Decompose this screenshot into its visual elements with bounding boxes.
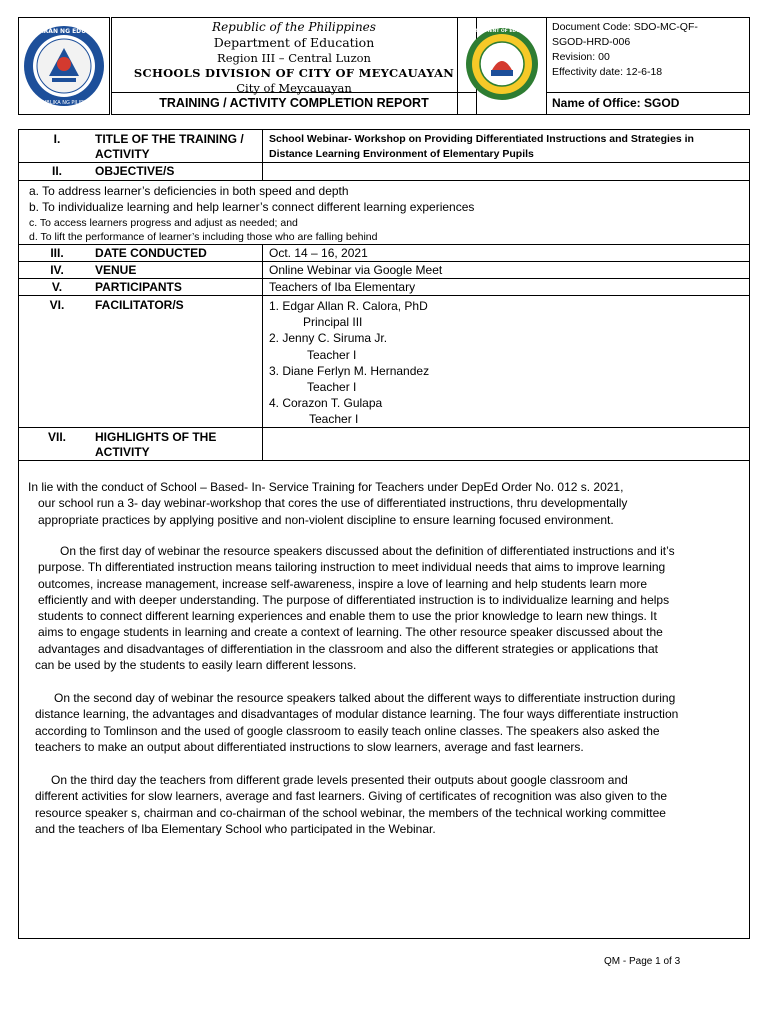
paragraph-line: In lie with the conduct of School – Based- In- Service Training for Teachers under DepEd Order No. 012 s. 2021, [28, 480, 624, 494]
column-divider [262, 130, 263, 163]
deped-seal-icon [19, 18, 109, 114]
paragraph-line: advantages and disadvantages of differentiation in the classroom and also the different strategies or applications that [38, 641, 658, 656]
facilitators-list [269, 298, 429, 428]
facilitator-role: Teacher I [307, 380, 357, 395]
title-value-line1: School Webinar- Workshop on Providing Differentiated Instructions and Strategies in [269, 133, 694, 145]
date-label: DATE CONDUCTED [95, 246, 207, 260]
paragraph-line: resource speaker s, chairman and co-chairman of the school webinar, the members of the technical working committee [35, 805, 666, 820]
title-row [19, 130, 749, 163]
region-line: Region III – Central Luzon [217, 51, 371, 65]
paragraph-line: On the third day the teachers from different grade levels presented their outputs about google classroom and [51, 773, 628, 787]
venue-number: IV. [50, 263, 64, 277]
paragraph-day3 [35, 772, 667, 837]
paragraph-line: our school run a 3- day webinar-workshop that cores the use of differentiated instructions, thru developmentally [38, 496, 628, 511]
objectives-label: OBJECTIVE/S [95, 164, 175, 178]
title-label-line2: ACTIVITY [95, 147, 150, 161]
division-seal-box [457, 17, 547, 115]
facilitator-name: 4. Corazon T. Gulapa [269, 396, 383, 411]
participants-number: V. [51, 280, 63, 294]
paragraph-line: aims to engage students in learning and create a context of learning. The other resource speaker discussed about the [38, 625, 663, 640]
paragraph-intro [28, 479, 627, 528]
document-code-line1: Document Code: SDO-MC-QF- [552, 21, 698, 33]
venue-label: VENUE [95, 263, 137, 277]
paragraph-line: teachers to make an output about differentiated instructions to slow learners, average and fast learners. [35, 739, 584, 754]
agency-name-box [111, 17, 477, 93]
title-value [269, 132, 694, 162]
title-number: I. [53, 132, 61, 146]
republic-line: Republic of the Philippines [212, 20, 376, 34]
document-code-line2: SGOD-HRD-006 [552, 36, 631, 48]
facilitator-name: 2. Jenny C. Siruma Jr. [269, 331, 388, 346]
date-number: III. [50, 246, 64, 260]
highlights-label-line1: HIGHLIGHTS OF THE [95, 430, 217, 444]
title-value-line2: Distance Learning Environment of Elementary Pupils [269, 148, 534, 160]
column-divider [262, 245, 263, 262]
column-divider [262, 262, 263, 279]
paragraph-line: students to connect different learning experiences and enable them to use the prior knowledge to learn new things. It [38, 609, 657, 624]
document-info-box [546, 17, 750, 93]
paragraph-line: On the second day of webinar the resource speakers talked about the different ways to differentiate instruction during [54, 691, 676, 705]
title-label-line1: TITLE OF THE TRAINING / [95, 132, 244, 146]
date-row [19, 245, 749, 262]
document-header [18, 17, 750, 115]
objectives-number: II. [51, 164, 62, 178]
venue-row [19, 262, 749, 279]
column-divider [262, 428, 263, 461]
effectivity-line: Effectivity date: 12-6-18 [552, 66, 663, 78]
participants-value: Teachers of Iba Elementary [269, 280, 416, 294]
division-line: SCHOOLS DIVISION OF CITY OF MEYCAUAYAN [133, 66, 455, 80]
svg-text:DEPARTMENT OF EDUCATION: DEPARTMENT OF EDUCATION [465, 29, 539, 34]
column-divider [262, 163, 263, 181]
highlights-label-line2: ACTIVITY [95, 445, 150, 459]
column-divider [262, 296, 263, 428]
facilitators-row [19, 296, 749, 428]
paragraph-line: and the teachers of Iba Elementary School who participated in the Webinar. [35, 821, 436, 836]
objective-item: d. To lift the performance of learner’s including those who are falling behind [29, 231, 378, 243]
svg-text:REPUBLIKA NG PILIPINAS: REPUBLIKA NG PILIPINAS [33, 100, 95, 106]
objective-item: b. To individualize learning and help learner’s connect different learning experiences [29, 200, 475, 214]
office-name: Name of Office: SGOD [546, 93, 750, 115]
city-line: City of Meycauayan [236, 81, 352, 95]
paragraph-line: different activities for slow learners, average and fast learners. Giving of certificates of recognition was also given to the [35, 789, 668, 804]
paragraph-line: according to Tomlinson and the used of google classroom to easily teach online classes. The speakers also asked the [35, 723, 660, 738]
paragraph-line: efficiently and with deeper understanding. The purpose of differentiated instruction is to individualize learning and helps [38, 592, 670, 607]
paragraph-day1 [35, 543, 675, 673]
venue-value: Online Webinar via Google Meet [269, 263, 443, 277]
paragraph-line: On the first day of webinar the resource speakers discussed about the definition of differentiated instructions and it’s [60, 544, 675, 558]
objective-item: c. To access learners progress and adjust as needed; and [29, 217, 298, 229]
participants-row [19, 279, 749, 296]
paragraph-day2 [35, 690, 678, 755]
facilitator-name: 3. Diane Ferlyn M. Hernandez [269, 363, 430, 378]
division-seal-icon [458, 18, 546, 114]
highlights-label [95, 430, 216, 460]
participants-label: PARTICIPANTS [95, 280, 182, 294]
facilitators-number: VI. [49, 298, 65, 312]
objectives-header-row [19, 163, 749, 181]
column-divider [262, 279, 263, 296]
objectives-list [19, 181, 749, 245]
report-title: TRAINING / ACTIVITY COMPLETION REPORT [111, 93, 477, 115]
paragraph-line: distance learning, the advantages and disadvantages of modular distance learning. The four ways differentiate instruction [35, 707, 679, 722]
title-label [95, 132, 244, 162]
facilitator-role: Teacher I [309, 412, 359, 427]
facilitators-label: FACILITATOR/S [95, 298, 184, 312]
facilitator-name: 1. Edgar Allan R. Calora, PhD [269, 299, 428, 313]
deped-seal-box [18, 17, 110, 115]
facilitator-role: Teacher I [307, 347, 357, 362]
svg-text:KAGAWARAN NG EDUKASYON: KAGAWARAN NG EDUKASYON [19, 28, 109, 35]
department-line: Department of Education [213, 35, 375, 50]
paragraph-line: appropriate practices by applying positive and non-violent discipline to ensure learning focused environment. [38, 512, 614, 527]
highlights-number: VII. [47, 430, 66, 444]
page-number: QM - Page 1 of 3 [604, 956, 681, 967]
date-value: Oct. 14 – 16, 2021 [269, 246, 368, 260]
paragraph-line: purpose. Th differentiated instruction means tailoring instruction to meet individual needs that aims to improve learning [38, 560, 666, 575]
revision-line: Revision: 00 [552, 51, 610, 63]
objective-item: a. To address learner’s deficiencies in both speed and depth [29, 184, 349, 198]
paragraph-line: outcomes, increase management, increase self-awareness, inspire a love of learning and help students learn more [38, 576, 647, 591]
paragraph-line: can be used by the students to easily learn different lessons. [35, 658, 357, 673]
facilitator-role: Principal III [303, 315, 363, 330]
highlights-row [19, 428, 749, 461]
